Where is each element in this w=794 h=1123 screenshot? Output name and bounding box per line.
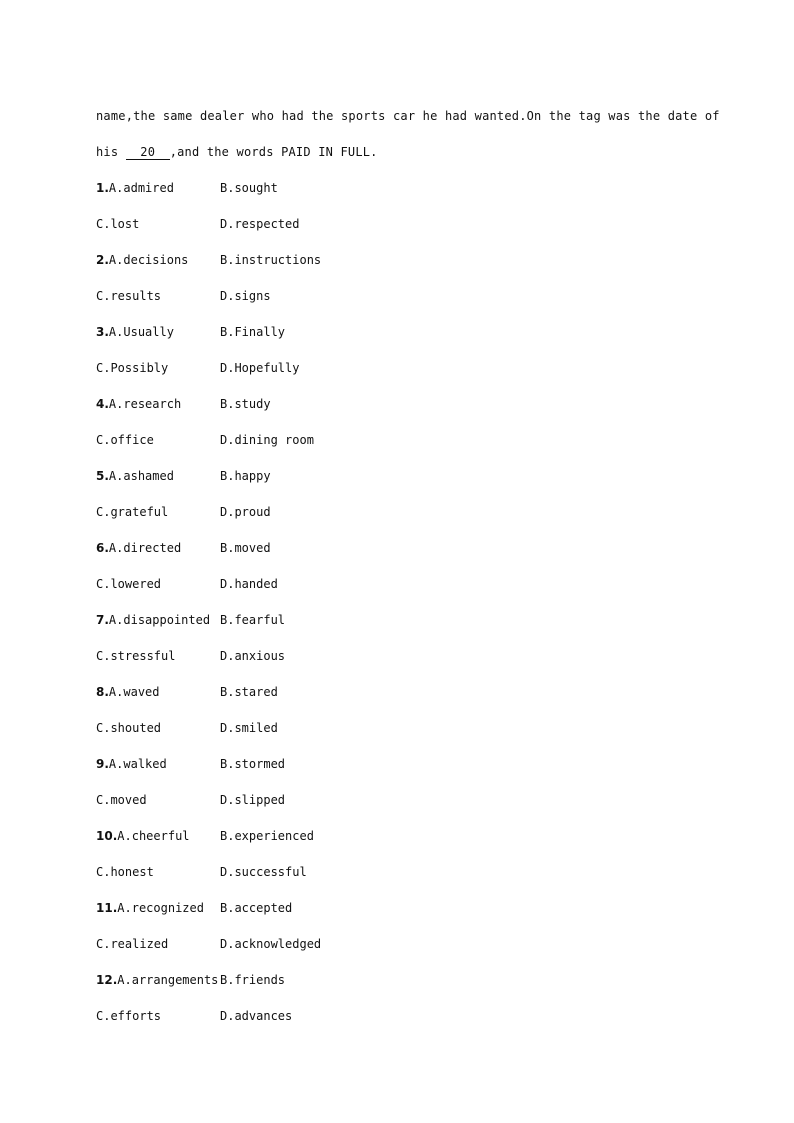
option-d[interactable]: D.advances <box>220 1009 293 1023</box>
option-a-label: A.cheerful <box>117 829 190 843</box>
option-a[interactable] <box>96 962 220 998</box>
option-d[interactable]: D.signs <box>220 289 271 303</box>
option-b[interactable]: B.moved <box>220 541 271 555</box>
question-item <box>96 530 696 602</box>
option-b[interactable]: B.accepted <box>220 901 293 915</box>
question-number: 12. <box>96 973 118 987</box>
option-b[interactable]: B.fearful <box>220 613 286 627</box>
question-item <box>96 962 696 1034</box>
question-item <box>96 602 696 674</box>
option-a[interactable] <box>96 530 220 566</box>
option-c[interactable]: C.lowered <box>96 577 162 591</box>
option-a[interactable] <box>96 242 220 278</box>
question-number: 3. <box>96 325 109 339</box>
option-c[interactable]: C.moved <box>96 793 147 807</box>
question-item <box>96 242 696 314</box>
option-row-cd <box>96 278 696 314</box>
option-row-cd <box>96 494 696 530</box>
option-c[interactable]: C.realized <box>96 937 169 951</box>
question-item <box>96 386 696 458</box>
question-number: 7. <box>96 613 109 627</box>
option-row-cd <box>96 422 696 458</box>
option-a-label: A.recognized <box>117 901 204 915</box>
option-a[interactable] <box>96 890 220 926</box>
option-row-cd <box>96 854 696 890</box>
question-item <box>96 170 696 242</box>
option-a[interactable] <box>96 170 220 206</box>
option-row-cd <box>96 710 696 746</box>
option-a[interactable] <box>96 386 220 422</box>
option-c[interactable]: C.honest <box>96 865 154 879</box>
option-row-ab <box>96 602 696 638</box>
question-number: 11. <box>96 901 118 915</box>
question-number: 9. <box>96 757 109 771</box>
option-a-label: A.disappointed <box>108 613 211 627</box>
option-c[interactable]: C.results <box>96 289 162 303</box>
option-a-label: A.arrangements <box>117 973 219 987</box>
option-row-ab <box>96 314 696 350</box>
option-d[interactable]: D.Hopefully <box>220 361 300 375</box>
option-d[interactable]: D.acknowledged <box>220 937 322 951</box>
option-b[interactable]: B.happy <box>220 469 271 483</box>
option-d[interactable]: D.dining room <box>220 433 314 447</box>
question-number: 5. <box>96 469 109 483</box>
option-c[interactable]: C.shouted <box>96 721 162 735</box>
option-d[interactable]: D.handed <box>220 577 278 591</box>
option-row-ab <box>96 962 696 998</box>
question-item <box>96 458 696 530</box>
option-c[interactable]: C.Possibly <box>96 361 169 375</box>
option-row-ab <box>96 386 696 422</box>
option-row-ab <box>96 674 696 710</box>
option-d[interactable]: D.smiled <box>220 721 278 735</box>
question-number: 10. <box>96 829 118 843</box>
option-row-ab <box>96 458 696 494</box>
question-item <box>96 818 696 890</box>
option-b[interactable]: B.study <box>220 397 271 411</box>
option-row-ab <box>96 242 696 278</box>
question-item <box>96 674 696 746</box>
option-a-label: A.decisions <box>108 253 189 267</box>
option-b[interactable]: B.friends <box>220 973 286 987</box>
option-row-ab <box>96 746 696 782</box>
option-b[interactable]: B.sought <box>220 181 278 195</box>
question-item <box>96 314 696 386</box>
option-c[interactable]: C.office <box>96 433 154 447</box>
option-a[interactable] <box>96 746 220 782</box>
option-a-label: A.ashamed <box>108 469 174 483</box>
option-row-cd <box>96 206 696 242</box>
option-d[interactable]: D.proud <box>220 505 271 519</box>
question-item <box>96 746 696 818</box>
option-b[interactable]: B.instructions <box>220 253 322 267</box>
option-row-cd <box>96 350 696 386</box>
option-a[interactable] <box>96 458 220 494</box>
passage-line-2 <box>96 134 696 170</box>
option-row-cd <box>96 638 696 674</box>
option-b[interactable]: B.Finally <box>220 325 286 339</box>
question-number: 4. <box>96 397 109 411</box>
option-c[interactable]: C.grateful <box>96 505 169 519</box>
option-row-ab <box>96 530 696 566</box>
option-d[interactable]: D.slipped <box>220 793 286 807</box>
option-row-ab <box>96 170 696 206</box>
question-number: 1. <box>96 181 109 195</box>
option-a-label: A.waved <box>108 685 160 699</box>
option-a[interactable] <box>96 602 220 638</box>
question-number: 2. <box>96 253 109 267</box>
option-row-ab <box>96 890 696 926</box>
option-c[interactable]: C.lost <box>96 217 140 231</box>
option-b[interactable]: B.stared <box>220 685 278 699</box>
option-c[interactable]: C.efforts <box>96 1009 162 1023</box>
option-c[interactable]: C.stressful <box>96 649 176 663</box>
option-d[interactable]: D.successful <box>220 865 307 879</box>
option-a[interactable] <box>96 674 220 710</box>
option-a-label: A.admired <box>108 181 174 195</box>
passage-line-2-end: ,and the words PAID IN FULL. <box>169 145 378 159</box>
answer-blank-20: 20 <box>126 145 170 160</box>
option-a[interactable] <box>96 314 220 350</box>
option-a-label: A.walked <box>108 757 167 771</box>
question-number: 8. <box>96 685 109 699</box>
option-d[interactable]: D.respected <box>220 217 300 231</box>
option-row-cd <box>96 926 696 962</box>
question-number: 6. <box>96 541 109 555</box>
option-b[interactable]: B.stormed <box>220 757 286 771</box>
option-row-cd <box>96 566 696 602</box>
option-row-cd <box>96 998 696 1034</box>
passage-line-1: name,the same dealer who had the sports car he had wanted.On the tag was the date of <box>96 109 720 123</box>
option-a-label: A.Usually <box>108 325 174 339</box>
option-a-label: A.research <box>108 397 182 411</box>
passage-line-2-start: his <box>96 145 126 159</box>
option-row-cd <box>96 782 696 818</box>
option-b[interactable]: B.experienced <box>220 829 314 843</box>
option-d[interactable]: D.anxious <box>220 649 286 663</box>
option-row-ab <box>96 818 696 854</box>
option-a[interactable] <box>96 818 220 854</box>
document-page <box>96 98 720 1034</box>
question-item <box>96 890 696 962</box>
question-list <box>96 170 696 1034</box>
option-a-label: A.directed <box>108 541 182 555</box>
